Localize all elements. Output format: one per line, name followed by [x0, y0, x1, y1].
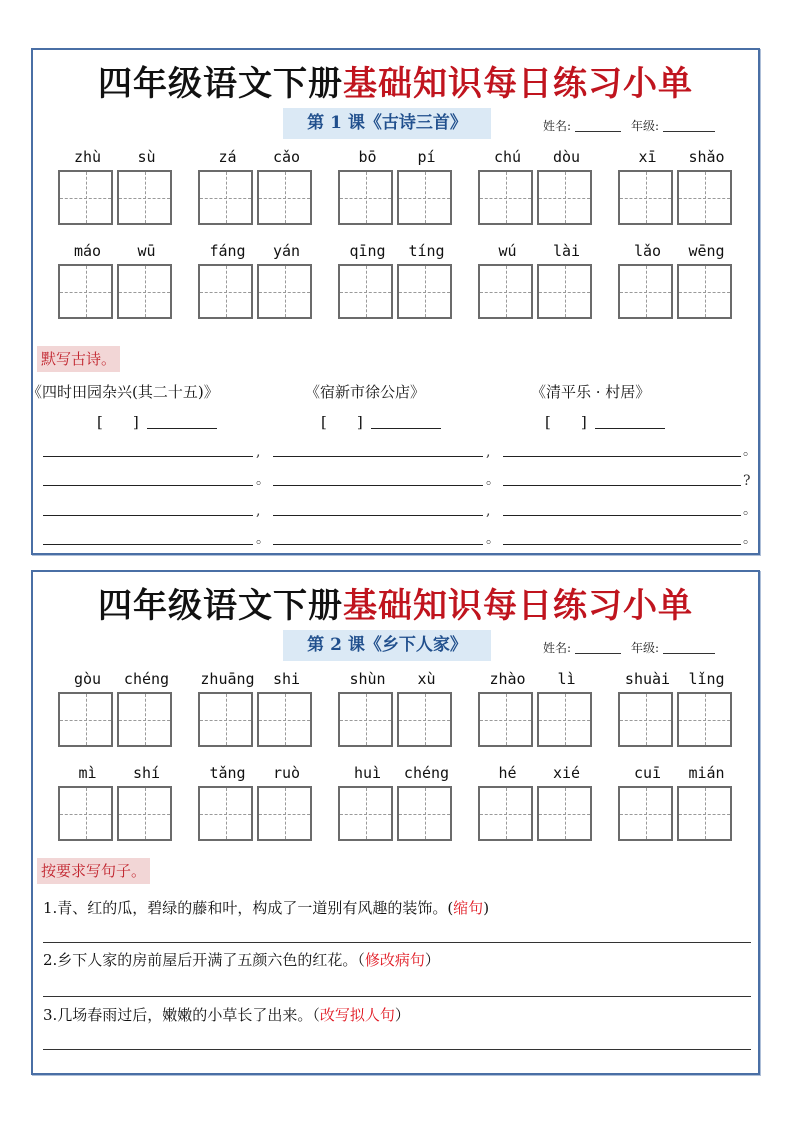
answer-blank[interactable]	[273, 456, 483, 457]
writing-box[interactable]	[478, 692, 533, 747]
lesson-banner: 第 2 课《乡下人家》	[283, 630, 491, 661]
title-grade-part: 四年级语文下册	[98, 64, 343, 104]
writing-box[interactable]	[537, 170, 592, 225]
student-info	[543, 639, 715, 656]
question-text: 1.青、红的瓜，碧绿的藤和叶，构成了一道别有风趣的装饰。(	[43, 899, 454, 917]
writing-box[interactable]	[397, 786, 452, 841]
pinyin: huì	[353, 764, 382, 782]
poem-title-3: 《清平乐 · 村居》	[531, 383, 651, 401]
pinyin: wēng	[688, 242, 725, 260]
pinyin: bō	[358, 148, 377, 166]
pinyin: shi	[272, 670, 301, 688]
section-label-sentence-rewrite: 按要求写句子。	[37, 858, 150, 884]
poem-title-2: 《宿新市徐公店》	[305, 383, 426, 401]
question-3	[43, 1004, 410, 1025]
pinyin: shí	[132, 764, 161, 782]
pinyin: tíng	[408, 242, 445, 260]
pinyin: ruò	[272, 764, 301, 782]
dynasty-bracket[interactable]: [ ]	[321, 413, 363, 431]
question-close-paren: ）	[394, 1006, 410, 1024]
author-field[interactable]	[371, 428, 441, 429]
name-label: 姓名:	[543, 641, 572, 655]
writing-box[interactable]	[257, 692, 312, 747]
answer-blank[interactable]	[273, 515, 483, 516]
pinyin: zá	[218, 148, 237, 166]
pinyin: chéng	[123, 670, 170, 688]
question-close-paren: ）	[424, 951, 440, 969]
pinyin: lì	[557, 670, 576, 688]
grade-field[interactable]	[663, 653, 715, 654]
pinyin: shùn	[349, 670, 386, 688]
question-close-paren: )	[483, 899, 490, 917]
pinyin: qīng	[349, 242, 386, 260]
writing-box[interactable]	[397, 692, 452, 747]
worksheet-title	[33, 578, 758, 627]
title-practice-part: 基础知识每日练习小单	[343, 586, 693, 626]
answer-blank[interactable]	[273, 544, 483, 545]
writing-box[interactable]	[58, 786, 113, 841]
question-2	[43, 949, 440, 970]
answer-blank[interactable]	[43, 515, 253, 516]
writing-box[interactable]	[677, 170, 732, 225]
pinyin: hé	[498, 764, 517, 782]
grade-label: 年级:	[631, 641, 660, 655]
question-text: 2.乡下人家的房前屋后开满了五颜六色的红花。（	[43, 951, 365, 969]
answer-blank[interactable]	[43, 544, 253, 545]
answer-blank[interactable]	[503, 544, 741, 545]
grade-field[interactable]	[663, 131, 715, 132]
pinyin: dòu	[552, 148, 581, 166]
pinyin: lài	[552, 242, 581, 260]
question-text: 3.几场春雨过后，嫩嫩的小草长了出来。（	[43, 1006, 320, 1024]
section-label-poem-dictation: 默写古诗。	[37, 346, 120, 372]
writing-box[interactable]	[117, 692, 172, 747]
worksheet-lesson-2	[31, 570, 760, 1075]
writing-box[interactable]	[618, 264, 673, 319]
writing-box[interactable]	[677, 692, 732, 747]
author-field[interactable]	[595, 428, 665, 429]
writing-box[interactable]	[537, 692, 592, 747]
writing-box[interactable]	[58, 170, 113, 225]
pinyin: chéng	[403, 764, 450, 782]
poem-line-row-2	[43, 469, 755, 489]
writing-box[interactable]	[257, 786, 312, 841]
punctuation: 。	[743, 502, 757, 518]
writing-box[interactable]	[338, 170, 393, 225]
punctuation: ,	[486, 503, 491, 519]
writing-box[interactable]	[58, 264, 113, 319]
student-info	[543, 117, 715, 134]
punctuation: 。	[743, 531, 757, 547]
poem-line-row-3	[43, 499, 755, 519]
writing-box[interactable]	[117, 264, 172, 319]
poem-2-author	[321, 411, 441, 432]
poem-line-row-4	[43, 528, 755, 548]
punctuation: 。	[486, 472, 500, 488]
poem-1-author	[97, 411, 217, 432]
writing-box[interactable]	[537, 786, 592, 841]
answer-line-3[interactable]	[43, 1049, 751, 1050]
lesson-banner: 第 1 课《古诗三首》	[283, 108, 491, 139]
answer-blank[interactable]	[503, 485, 741, 486]
pinyin: sù	[137, 148, 156, 166]
title-grade-part: 四年级语文下册	[98, 586, 343, 626]
pinyin: gòu	[73, 670, 102, 688]
writing-box[interactable]	[198, 786, 253, 841]
writing-box[interactable]	[478, 170, 533, 225]
pinyin: xī	[638, 148, 657, 166]
answer-line-1[interactable]	[43, 942, 751, 943]
name-field[interactable]	[575, 131, 621, 132]
pinyin: mián	[688, 764, 725, 782]
writing-box[interactable]	[257, 264, 312, 319]
pinyin: cǎo	[272, 148, 301, 166]
pinyin: shǎo	[688, 148, 725, 166]
writing-box[interactable]	[677, 264, 732, 319]
pinyin: xù	[417, 670, 436, 688]
pinyin: fáng	[209, 242, 246, 260]
writing-box[interactable]	[618, 786, 673, 841]
writing-box[interactable]	[537, 264, 592, 319]
writing-box[interactable]	[397, 264, 452, 319]
pinyin: zhù	[73, 148, 102, 166]
answer-line-2[interactable]	[43, 996, 751, 997]
answer-blank[interactable]	[273, 485, 483, 486]
title-practice-part: 基础知识每日练习小单	[343, 64, 693, 104]
pinyin: pí	[417, 148, 436, 166]
punctuation: 。	[743, 443, 757, 459]
pinyin: mì	[78, 764, 97, 782]
grade-label: 年级:	[631, 119, 660, 133]
pinyin: zhào	[489, 670, 526, 688]
answer-blank[interactable]	[503, 515, 741, 516]
dynasty-bracket[interactable]: [ ]	[97, 413, 139, 431]
name-label: 姓名:	[543, 119, 572, 133]
writing-box[interactable]	[478, 786, 533, 841]
question-requirement: 改写拟人句	[319, 1006, 395, 1024]
pinyin: yán	[272, 242, 301, 260]
pinyin: zhuāng	[200, 670, 255, 688]
writing-box[interactable]	[198, 692, 253, 747]
punctuation: 。	[256, 531, 270, 547]
author-field[interactable]	[147, 428, 217, 429]
writing-box[interactable]	[478, 264, 533, 319]
punctuation: ,	[256, 444, 261, 460]
punctuation: 。	[256, 472, 270, 488]
poem-3-author	[545, 411, 665, 432]
writing-box[interactable]	[338, 692, 393, 747]
pinyin: máo	[73, 242, 102, 260]
pinyin: chú	[493, 148, 522, 166]
pinyin: shuài	[624, 670, 671, 688]
writing-box[interactable]	[397, 170, 452, 225]
writing-box[interactable]	[618, 692, 673, 747]
writing-box[interactable]	[198, 264, 253, 319]
writing-box[interactable]	[618, 170, 673, 225]
writing-box[interactable]	[198, 170, 253, 225]
writing-box[interactable]	[117, 786, 172, 841]
pinyin: xié	[552, 764, 581, 782]
writing-box[interactable]	[257, 170, 312, 225]
question-requirement: 修改病句	[364, 951, 425, 969]
punctuation: 。	[486, 531, 500, 547]
pinyin: wū	[137, 242, 156, 260]
dynasty-bracket[interactable]: [ ]	[545, 413, 587, 431]
writing-box[interactable]	[117, 170, 172, 225]
answer-blank[interactable]	[503, 456, 741, 457]
worksheet-lesson-1	[27, 48, 760, 555]
punctuation: ,	[486, 444, 491, 460]
pinyin: tǎng	[209, 764, 246, 782]
pinyin: lǎo	[633, 242, 662, 260]
pinyin: wú	[498, 242, 517, 260]
answer-blank[interactable]	[43, 485, 253, 486]
writing-box[interactable]	[338, 786, 393, 841]
writing-box[interactable]	[58, 692, 113, 747]
poem-title-1: 《四时田园杂兴(其二十五)》	[27, 383, 219, 401]
punctuation: ?	[743, 473, 751, 489]
poem-line-row-1	[43, 440, 755, 460]
answer-blank[interactable]	[43, 456, 253, 457]
writing-box[interactable]	[677, 786, 732, 841]
pinyin: cuī	[633, 764, 662, 782]
question-requirement: 缩句	[453, 899, 484, 917]
pinyin: lǐng	[688, 670, 725, 688]
writing-box[interactable]	[338, 264, 393, 319]
punctuation: ,	[256, 503, 261, 519]
name-field[interactable]	[575, 653, 621, 654]
question-1	[43, 897, 489, 918]
worksheet-title	[33, 56, 758, 105]
